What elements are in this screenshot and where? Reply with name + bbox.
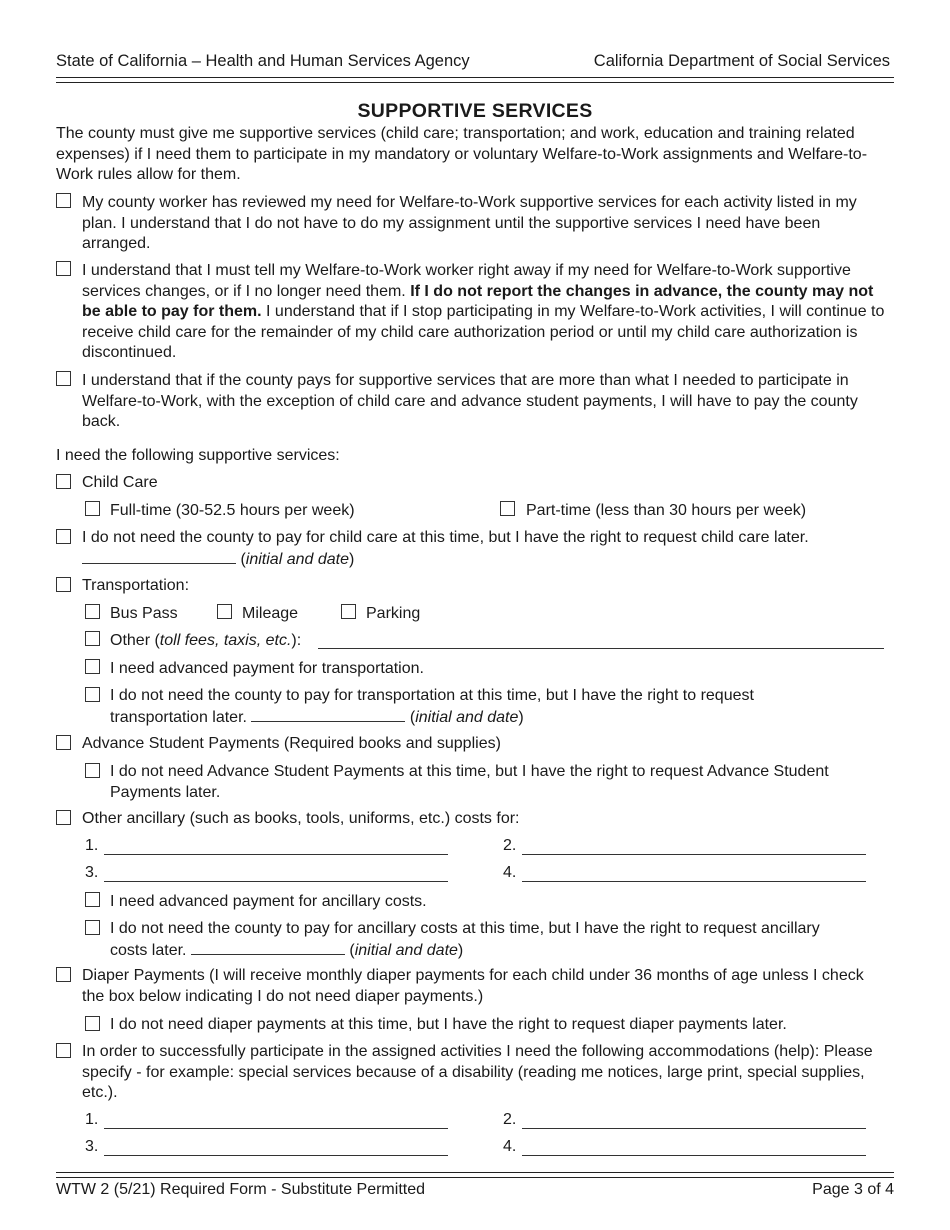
- full-time-checkbox[interactable]: [85, 501, 100, 516]
- form-id: WTW 2 (5/21) Required Form - Substitute Permitted: [56, 1181, 425, 1198]
- page-number: Page 3 of 4: [812, 1181, 894, 1198]
- child-care-initial-field[interactable]: [82, 549, 236, 564]
- ancillary-decline-text: I do not need the county to pay for ancillary costs at this time, but I have the right to request ancillary costs later. (initial and date): [110, 920, 820, 959]
- ancillary-advance-label: I need advanced payment for ancillary costs.: [110, 893, 427, 910]
- need-services-label: I need the following supportive services:: [56, 447, 340, 464]
- ack-reviewed-text: My county worker has reviewed my need for Welfare-to-Work supportive services for each activity listed in my plan. I understand that I do not have to do my assignment until the supportive services I need have been arranged.: [82, 194, 857, 252]
- ancillary-item-3: 3.: [85, 864, 448, 882]
- transportation-label: Transportation:: [82, 577, 190, 594]
- accommodation-field-2[interactable]: [522, 1114, 866, 1129]
- agency-name: State of California – Health and Human Services Agency: [56, 52, 470, 70]
- accommodation-field-1[interactable]: [104, 1114, 448, 1129]
- ancillary-initial-field[interactable]: [191, 940, 345, 955]
- student-payments-checkbox[interactable]: [56, 735, 71, 750]
- ancillary-field-2[interactable]: [522, 840, 866, 855]
- ack-pay-back-checkbox[interactable]: [56, 371, 71, 386]
- section-title: SUPPORTIVE SERVICES: [357, 100, 593, 122]
- mileage-label: Mileage: [242, 605, 299, 622]
- ancillary-field-3[interactable]: [104, 867, 448, 882]
- ack-warning-bold: If I do not report the changes in advance, the county may not be able to pay for them.: [82, 282, 874, 320]
- accommodations-checkbox[interactable]: [56, 1043, 71, 1058]
- diaper-decline-text: I do not need diaper payments at this time, but I have the right to request diaper payments later.: [110, 1016, 787, 1033]
- diaper-payments-text: Diaper Payments (I will receive monthly diaper payments for each child under 36 months of age unless I check the box below indicating I do not need diaper payments.): [82, 967, 864, 1005]
- child-care-checkbox[interactable]: [56, 474, 71, 489]
- ancillary-checkbox[interactable]: [56, 810, 71, 825]
- student-decline-checkbox[interactable]: [85, 763, 100, 778]
- transport-decline-text: I do not need the county to pay for transportation at this time, but I have the right to request transportation later. (initial and date): [110, 687, 754, 726]
- transport-advance-label: I need advanced payment for transportation.: [110, 660, 424, 677]
- header-divider: [56, 77, 894, 83]
- ack-report-changes-text: I understand that I must tell my Welfare-to-Work worker right away if my need for Welfare-to-Work supportive services changes, or if I no longer need them. If I do not report the changes in advance, the county may not be able to pay for them. I understand that if I stop participating in my Welfare-to-Work activities, I will continue to receive child care for the remainder of my child care authorization period or until my child care authorization is discontinued.: [82, 262, 885, 361]
- accommodation-item-4: 4.: [503, 1138, 866, 1156]
- transport-advance-checkbox[interactable]: [85, 659, 100, 674]
- ancillary-decline-checkbox[interactable]: [85, 920, 100, 935]
- ack-report-changes-checkbox[interactable]: [56, 261, 71, 276]
- transport-initial-field[interactable]: [251, 707, 405, 722]
- ancillary-item-2: 2.: [503, 837, 866, 855]
- bus-pass-checkbox[interactable]: [85, 604, 100, 619]
- page-footer: [56, 1181, 894, 1199]
- student-payments-label: Advance Student Payments (Required books and supplies): [82, 735, 501, 752]
- ancillary-item-4: 4.: [503, 864, 866, 882]
- diaper-payments-checkbox[interactable]: [56, 967, 71, 982]
- child-care-decline-checkbox[interactable]: [56, 529, 71, 544]
- accommodation-item-1: 1.: [85, 1111, 448, 1129]
- other-transport-field[interactable]: [318, 634, 884, 649]
- initial-date-hint: initial and date: [245, 550, 349, 568]
- bus-pass-label: Bus Pass: [110, 605, 178, 622]
- mileage-checkbox[interactable]: [217, 604, 232, 619]
- intro-text: The county must give me supportive services (child care; transportation; and work, education and training related expenses) if I need them to participate in my mandatory or voluntary Welfare-to-Work assignments and Welfare-to-Work rules allow for them.: [56, 125, 868, 183]
- ack-pay-back-text: I understand that if the county pays for supportive services that are more than what I needed to participate in Welfare-to-Work, with the exception of child care and advance student payments, I will have to pay the county back.: [82, 372, 858, 430]
- accommodation-item-3: 3.: [85, 1138, 448, 1156]
- footer-divider: [56, 1172, 894, 1178]
- ancillary-item-1: 1.: [85, 837, 448, 855]
- ancillary-advance-checkbox[interactable]: [85, 892, 100, 907]
- accommodation-field-3[interactable]: [104, 1141, 448, 1156]
- accommodation-field-4[interactable]: [522, 1141, 866, 1156]
- parking-label: Parking: [366, 605, 421, 622]
- other-transport-checkbox[interactable]: [85, 631, 100, 646]
- child-care-label: Child Care: [82, 474, 158, 491]
- student-decline-text: I do not need Advance Student Payments at this time, but I have the right to request Advance Student Payments later.: [110, 763, 829, 801]
- page-header: [56, 52, 890, 74]
- transport-decline-checkbox[interactable]: [85, 687, 100, 702]
- accommodations-text: In order to successfully participate in the assigned activities I need the following accommodations (help): Please specify - for example: special services because of a disability (reading me notices, large print, special supplies, etc.).: [82, 1043, 873, 1101]
- ancillary-field-1[interactable]: [104, 840, 448, 855]
- department-name: California Department of Social Services: [593, 52, 890, 70]
- full-time-label: Full-time (30-52.5 hours per week): [110, 502, 355, 519]
- ack-reviewed-checkbox[interactable]: [56, 193, 71, 208]
- ancillary-label: Other ancillary (such as books, tools, uniforms, etc.) costs for:: [82, 810, 520, 827]
- accommodation-item-2: 2.: [503, 1111, 866, 1129]
- parking-checkbox[interactable]: [341, 604, 356, 619]
- other-transport-label: Other (toll fees, taxis, etc.):: [110, 632, 302, 649]
- part-time-checkbox[interactable]: [500, 501, 515, 516]
- part-time-label: Part-time (less than 30 hours per week): [526, 502, 807, 519]
- child-care-decline-text: I do not need the county to pay for child care at this time, but I have the right to request child care later. (initial and date): [82, 529, 809, 568]
- ancillary-field-4[interactable]: [522, 867, 866, 882]
- transportation-checkbox[interactable]: [56, 577, 71, 592]
- diaper-decline-checkbox[interactable]: [85, 1016, 100, 1031]
